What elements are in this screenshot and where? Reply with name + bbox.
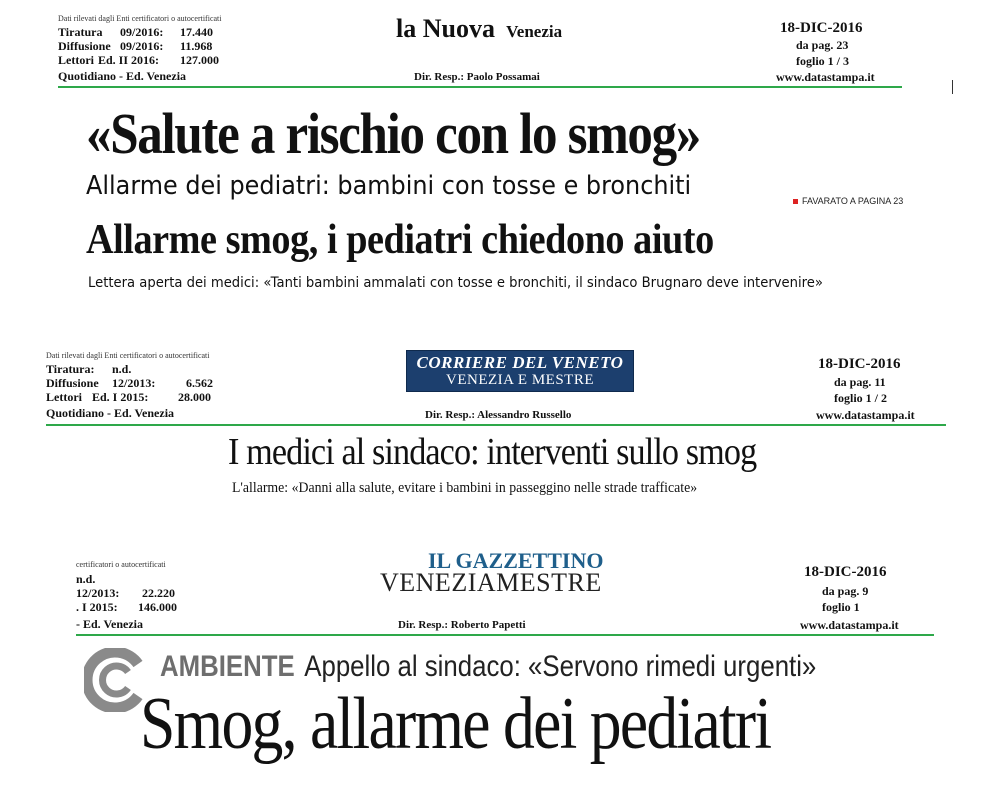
meta-tiratura: n.d. bbox=[76, 572, 96, 586]
lead-text: Lettera aperta dei medici: «Tanti bambini ammalati con tosse e bronchiti, il sindaco Brugnaro deve intervenire» bbox=[88, 275, 823, 291]
meta-lettori: . I 2015: 146.000 bbox=[76, 600, 177, 614]
meta-lettori: Lettori Ed. II 2016: 127.000 bbox=[58, 53, 219, 67]
meta-diffusione: Diffusione 09/2016: 11.968 bbox=[58, 39, 213, 53]
page-number: da pag. 11 bbox=[834, 375, 886, 389]
director: Dir. Resp.: Roberto Papetti bbox=[398, 619, 526, 631]
newspaper-logo bbox=[406, 350, 634, 392]
ambiente-icon bbox=[84, 648, 148, 712]
date: 18-DIC-2016 bbox=[780, 20, 863, 36]
logo-edition: VENEZIAMESTRE bbox=[380, 568, 602, 597]
logo-edition: VENEZIA E MESTRE bbox=[446, 372, 594, 388]
date: 18-DIC-2016 bbox=[804, 564, 887, 580]
meta-lettori: Lettori Ed. I 2015: 28.000 bbox=[46, 390, 211, 404]
sheet-number: foglio 1 / 2 bbox=[834, 391, 887, 405]
sheet-number: foglio 1 bbox=[822, 600, 860, 614]
scan-mark bbox=[952, 80, 953, 94]
director: Dir. Resp.: Alessandro Russello bbox=[425, 409, 572, 421]
kicker-line bbox=[160, 650, 816, 684]
date: 18-DIC-2016 bbox=[818, 356, 901, 372]
site-link: www.datastampa.it bbox=[800, 618, 899, 632]
red-square-icon bbox=[793, 199, 798, 204]
source-note: Dati rilevati dagli Enti certificatori o autocertificati bbox=[46, 351, 210, 360]
subheadline: Appello al sindaco: «Servono rimedi urgenti» bbox=[304, 650, 817, 683]
headline-secondary: Allarme smog, i pediatri chiedono aiuto bbox=[86, 217, 714, 263]
page-number: da pag. 23 bbox=[796, 38, 849, 52]
page-reference: FAVARATO A PAGINA 23 bbox=[793, 196, 903, 206]
meta-diffusione: Diffusione 12/2013: 6.562 bbox=[46, 376, 213, 390]
green-rule bbox=[46, 424, 946, 426]
site-link: www.datastampa.it bbox=[816, 408, 915, 422]
sheet-number: foglio 1 / 3 bbox=[796, 54, 849, 68]
newspaper-logo: la Nuova Venezia bbox=[396, 14, 563, 43]
headline: «Salute a rischio con lo smog» bbox=[86, 101, 701, 166]
logo-title: CORRIERE DEL VENETO bbox=[416, 353, 624, 372]
meta-tiratura: Tiratura: n.d. bbox=[46, 362, 132, 376]
meta-diffusione: 12/2013: 22.220 bbox=[76, 586, 175, 600]
kicker: AMBIENTE bbox=[160, 650, 295, 683]
source-note: Dati rilevati dagli Enti certificatori o autocertificati bbox=[58, 14, 222, 23]
subheadline: Allarme dei pediatri: bambini con tosse e bronchiti bbox=[86, 171, 692, 201]
page-number: da pag. 9 bbox=[822, 584, 869, 598]
headline: I medici al sindaco: interventi sullo smog bbox=[228, 431, 757, 473]
headline: Smog, allarme dei pediatri bbox=[140, 683, 771, 765]
logo-title: IL GAZZETTINO bbox=[428, 548, 604, 573]
source-note: certificatori o autocertificati bbox=[76, 560, 166, 569]
meta-tiratura: Tiratura 09/2016: 17.440 bbox=[58, 25, 213, 39]
lead-text: L'allarme: «Danni alla salute, evitare i bambini in passeggino nelle strade trafficate» bbox=[232, 480, 698, 496]
green-rule bbox=[76, 634, 934, 636]
type-line: Quotidiano - Ed. Venezia bbox=[46, 406, 175, 420]
type-line: - Ed. Venezia bbox=[76, 617, 144, 631]
type-line: Quotidiano - Ed. Venezia bbox=[58, 69, 187, 83]
site-link: www.datastampa.it bbox=[776, 70, 875, 84]
green-rule bbox=[58, 86, 902, 88]
director: Dir. Resp.: Paolo Possamai bbox=[414, 71, 540, 83]
newspaper-logo bbox=[380, 548, 603, 598]
